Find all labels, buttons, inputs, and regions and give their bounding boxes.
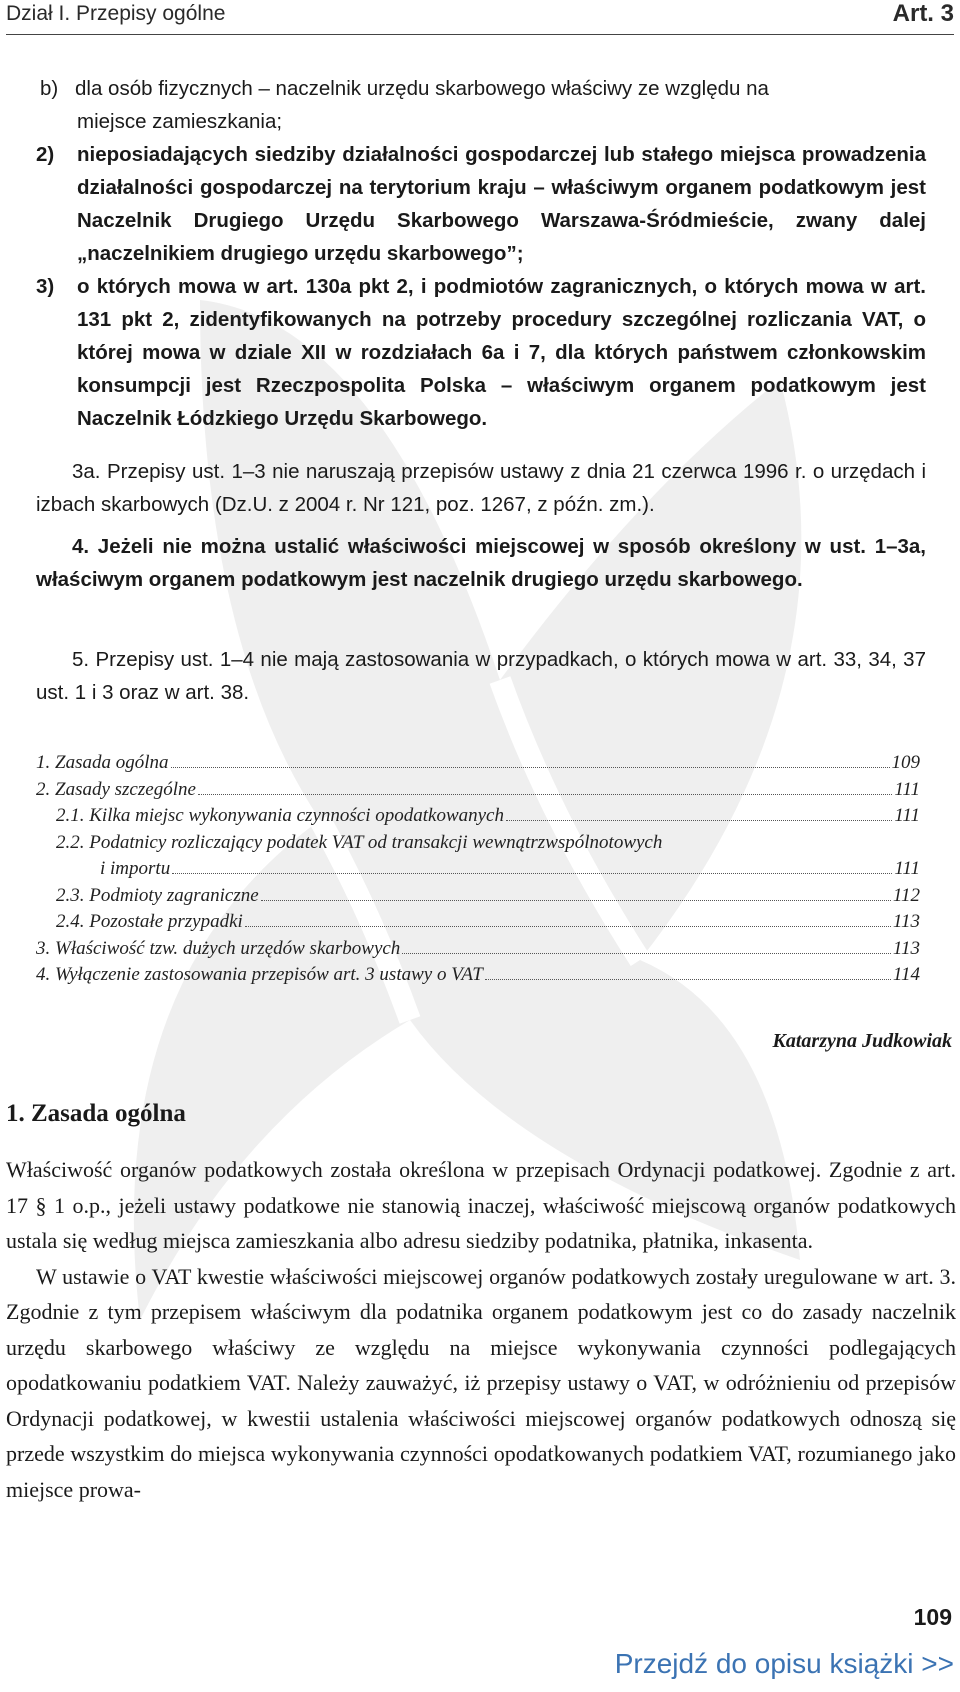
section-body (6, 1152, 956, 1507)
toc-entry[interactable]: 2.3. Podmioty zagraniczne 112 (56, 884, 920, 906)
point-b-line1: dla osób fizycznych – naczelnik urzędu skarbowego właściwy ze względu na (75, 77, 769, 100)
toc-entry[interactable]: 4. Wyłączenie zastosowania przepisów art. 3 ustawy o VAT 114 (36, 964, 920, 985)
toc-entry[interactable]: 3. Właściwość tzw. dużych urzędów skarbowych 113 (36, 937, 920, 959)
header-article: Art. 3 (892, 0, 954, 27)
section-heading: 1. Zasada ogólna (6, 1100, 186, 1127)
toc-entry[interactable]: 2.4. Pozostałe przypadki 113 (56, 911, 920, 932)
point-b-line2: miejsce zamieszkania; (77, 110, 283, 133)
author-name: Katarzyna Judkowiak (772, 1030, 952, 1052)
toc-entry[interactable]: 2. Zasady szczególne 111 (36, 778, 920, 800)
book-description-link[interactable]: Przejdź do opisu książki >> (614, 1648, 954, 1679)
toc-entry[interactable]: i importu 111 (100, 858, 920, 879)
toc-entry[interactable]: 1. Zasada ogólna 109 (36, 752, 920, 773)
paragraph-5: 5. Przepisy ust. 1–4 nie mają zastosowania w przypadkach, o których mowa w art. 33, 34, 37 ust. 1 i 3 oraz w art. 38. (36, 648, 926, 704)
table-of-contents (36, 750, 920, 989)
point-3-text: o których mowa w art. 130a pkt 2, i podmiotów zagranicznych, o których mowa w art. 131 pkt 2, zidentyfikowanych na potrzeby procedury szczególnej rozliczania VAT, o której mowa w dziale XII w rozdziałach 6a i 7, dla których państwem członkowskim konsumpcji jest Rzeczpospolita Polska – właściwym organem podatkowym jest Naczelnik Łódzkiego Urzędu Skarbowego. (77, 275, 926, 430)
body-paragraph-2: W ustawie o VAT kwestie właściwości miejscowej organów podatkowych zostały uregulowane w art. 3. Zgodnie z tym przepisem właściwym dla podatnika organem podatkowym jest co do zasady naczelnik urzędu skarbowego właściwy ze względu na miejsce wykonywania czynności podlegających opodatkowaniu podatkiem VAT. Należy zauważyć, iż przepisy ustawy o VAT, w odróżnieniu od przepisów Ordynacji podatkowej, w kwestii ustalenia właściwości miejscowej organów podatkowych odnoszą się przede wszystkim do miejsca wykonywania czynności opodatkowanych podatkiem VAT, rozumianego jako miejsce prowa- (6, 1263, 956, 1502)
toc-entry[interactable]: 2.2. Podatnicy rozliczający podatek VAT od transakcji wewnątrzwspólnotowych (56, 831, 663, 853)
point-2-text: nieposiadających siedziby działalności gospodarczej lub stałego miejsca prowadzenia działalności gospodarczej na terytorium kraju – właściwym organem podatkowym jest Naczelnik Drugiego Urzędu Skarbowego Warszawa-Śródmieście, zwany dalej „naczelnikiem drugiego urzędu skarbowego”; (77, 143, 926, 265)
paragraph-3a: 3a. Przepisy ust. 1–3 nie naruszają przepisów ustawy z dnia 21 czerwca 1996 r. o urzędach i izbach skarbowych (Dz.U. z 2004 r. Nr 121, poz. 1267, z późn. zm.). (36, 460, 926, 516)
paragraph-4: 4. Jeżeli nie można ustalić właściwości miejscowej w sposób określony w ust. 1–3a, właściwym organem podatkowym jest naczelnik drugiego urzędu skarbowego. (36, 535, 926, 591)
point-b (40, 72, 926, 138)
point-3 (36, 270, 926, 435)
running-header (6, 2, 954, 32)
header-divider (6, 34, 954, 35)
point-2 (36, 138, 926, 270)
header-section: Dział I. Przepisy ogólne (6, 2, 226, 25)
toc-entry[interactable]: 2.1. Kilka miejsc wykonywania czynności opodatkowanych 111 (56, 805, 920, 826)
point-b-label: b) (40, 77, 59, 100)
page-number: 109 (913, 1604, 952, 1630)
point-3-label: 3) (36, 275, 55, 298)
point-2-label: 2) (36, 143, 55, 166)
body-paragraph-1: Właściwość organów podatkowych została określona w przepisach Ordynacji podatkowej. Zgodnie z art. 17 § 1 o.p., jeżeli ustawy podatkowe nie stanowią inaczej, właściwość miejscową organów podatkowych ustala się według miejsca zamieszkania albo adresu siedziby podatnika, płatnika, inkasenta. (6, 1157, 956, 1253)
